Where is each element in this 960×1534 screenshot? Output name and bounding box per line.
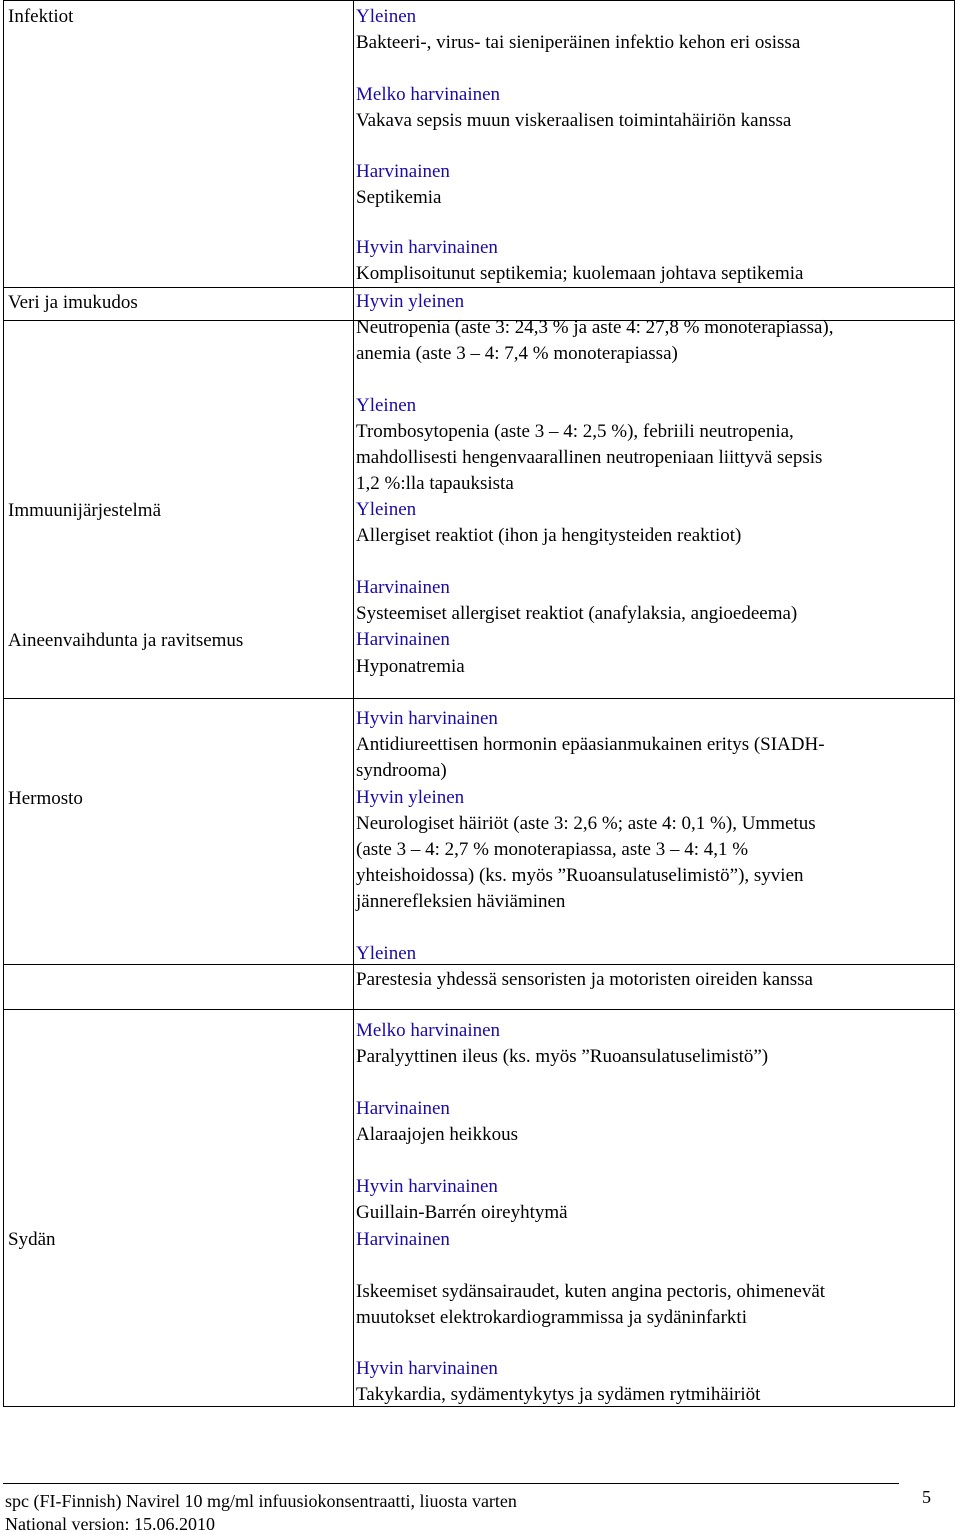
reaction-text: Trombosytopenia (aste 3 – 4: 2,5 %), febriili neutropenia, xyxy=(356,421,794,442)
reaction-text: anemia (aste 3 – 4: 7,4 % monoterapiassa) xyxy=(356,343,678,364)
reaction-text: muutokset elektrokardiogrammissa ja sydäninfarkti xyxy=(356,1307,747,1328)
page-number: 5 xyxy=(922,1487,931,1507)
reaction-text: syndrooma) xyxy=(356,760,447,781)
frequency-label: Harvinainen xyxy=(356,1229,450,1250)
reaction-text: Komplisoitunut septikemia; kuolemaan johtava septikemia xyxy=(356,263,804,284)
frequency-label: Hyvin yleinen xyxy=(356,787,465,808)
frequency-label: Hyvin yleinen xyxy=(356,291,465,312)
row-divider xyxy=(4,964,954,965)
frequency-label: Hyvin harvinainen xyxy=(356,1358,498,1379)
row-divider xyxy=(4,1009,954,1010)
frequency-label: Harvinainen xyxy=(356,161,450,182)
footer-rule xyxy=(3,1483,899,1484)
reaction-text: mahdollisesti hengenvaarallinen neutropeniaan liittyvä sepsis xyxy=(356,447,823,468)
reaction-text: Parestesia yhdessä sensoristen ja motoristen oireiden kanssa xyxy=(356,969,813,990)
frequency-label: Hyvin harvinainen xyxy=(356,1176,498,1197)
organ-class-blood: Veri ja imukudos xyxy=(8,292,138,313)
reaction-text: Neutropenia (aste 3: 24,3 % ja aste 4: 27,8 % monoterapiassa), xyxy=(356,317,834,338)
reaction-text: Takykardia, sydämentykytys ja sydämen rytmihäiriöt xyxy=(356,1384,761,1405)
frequency-label: Harvinainen xyxy=(356,1098,450,1119)
row-divider xyxy=(4,698,954,699)
frequency-label: Yleinen xyxy=(356,6,417,27)
reaction-text: yhteishoidossa) (ks. myös ”Ruoansulatuselimistö”), syvien xyxy=(356,865,804,886)
frequency-label: Hyvin harvinainen xyxy=(356,237,498,258)
frequency-label: Hyvin harvinainen xyxy=(356,708,498,729)
frequency-label: Harvinainen xyxy=(356,629,450,650)
reaction-text: Neurologiset häiriöt (aste 3: 2,6 %; aste 4: 0,1 %), Ummetus xyxy=(356,813,816,834)
reaction-text: Bakteeri-, virus- tai sieniperäinen infektio kehon eri osissa xyxy=(356,32,801,53)
frequency-label: Melko harvinainen xyxy=(356,1020,501,1041)
frequency-label: Yleinen xyxy=(356,499,417,520)
row-divider xyxy=(4,287,954,288)
organ-class-infections: Infektiot xyxy=(8,6,74,27)
frequency-label: Harvinainen xyxy=(356,577,450,598)
organ-class-cardiac: Sydän xyxy=(8,1229,56,1250)
footer-version: National version: 15.06.2010 xyxy=(5,1514,215,1534)
organ-class-metabolism: Aineenvaihdunta ja ravitsemus xyxy=(8,630,244,651)
reaction-text: Septikemia xyxy=(356,187,442,208)
reaction-text: Guillain-Barrén oireyhtymä xyxy=(356,1202,568,1223)
reaction-text: Antidiureettisen hormonin epäasianmukainen eritys (SIADH- xyxy=(356,734,825,755)
frequency-label: Yleinen xyxy=(356,943,417,964)
reaction-text: Vakava sepsis muun viskeraalisen toimintahäiriön kanssa xyxy=(356,110,792,131)
reaction-text: Hyponatremia xyxy=(356,656,465,677)
reaction-text: Allergiset reaktiot (ihon ja hengitysteiden reaktiot) xyxy=(356,525,742,546)
organ-class-nervous: Hermosto xyxy=(8,788,83,809)
footer-product: spc (FI-Finnish) Navirel 10 mg/ml infuusiokonsentraatti, liuosta varten xyxy=(5,1491,517,1511)
frequency-label: Melko harvinainen xyxy=(356,84,501,105)
reaction-text: Iskeemiset sydänsairaudet, kuten angina pectoris, ohimenevät xyxy=(356,1281,826,1302)
reaction-text: Systeemiset allergiset reaktiot (anafylaksia, angioedeema) xyxy=(356,603,798,624)
column-divider xyxy=(353,1,354,1406)
reaction-text: (aste 3 – 4: 2,7 % monoterapiassa, aste 3 – 4: 4,1 % xyxy=(356,839,749,860)
frequency-label: Yleinen xyxy=(356,395,417,416)
reaction-text: Paralyyttinen ileus (ks. myös ”Ruoansulatuselimistö”) xyxy=(356,1046,769,1067)
reaction-text: jännerefleksien häviäminen xyxy=(356,891,566,912)
organ-class-immune: Immuunijärjestelmä xyxy=(8,500,162,521)
reaction-text: 1,2 %:lla tapauksista xyxy=(356,473,514,494)
reaction-text: Alaraajojen heikkous xyxy=(356,1124,518,1145)
